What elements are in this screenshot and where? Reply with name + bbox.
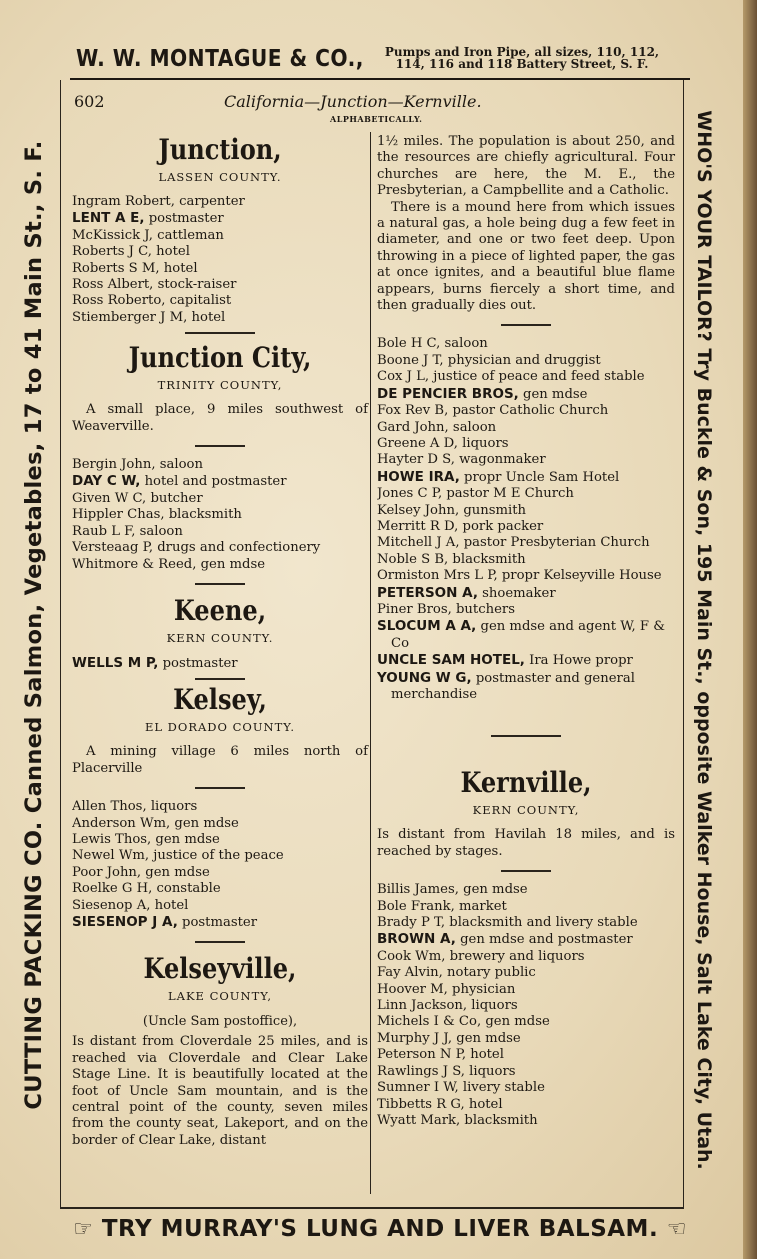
entry-bold-name: DE PENCIER BROS, (377, 385, 519, 402)
page-title: California—Junction—Kernville. (224, 92, 482, 111)
entry-text: Bole H C, saloon (377, 336, 488, 352)
county-label: LASSEN COUNTY. (158, 170, 282, 184)
entry-text: Peterson N P, hotel (377, 1047, 504, 1063)
entry-text: Fox Rev B, pastor Catholic Church (377, 403, 609, 419)
entry-bold-name: HOWE IRA, (377, 468, 460, 485)
entry-text: gen mdse and agent W, F & Co (391, 619, 665, 651)
directory-entry (377, 618, 675, 652)
entry-text: postmaster (177, 914, 258, 930)
directory-entry (377, 1113, 675, 1129)
section-divider (195, 583, 245, 585)
directory-entry (72, 816, 368, 832)
directory-entry (72, 557, 368, 573)
entry-text: Wyatt Mark, blacksmith (377, 1112, 538, 1128)
town-description: A mining village 6 miles north of Placerville (72, 744, 368, 776)
town-heading: Junction City, (128, 341, 312, 375)
directory-entry (377, 1031, 675, 1047)
entry-text: gen mdse and postmaster (455, 932, 633, 948)
section-junction-city (72, 342, 368, 573)
directory-entry (72, 524, 368, 540)
entry-text: hotel and postmaster (140, 474, 287, 490)
entry-text: Jones C P, pastor M E Church (377, 486, 574, 502)
county-label: TRINITY COUNTY, (157, 378, 283, 393)
directory-entry (72, 473, 368, 490)
town-description: A small place, 9 miles southwest of Weaverville. (72, 402, 368, 434)
entry-text: Gard John, saloon (377, 419, 497, 435)
running-header (74, 92, 674, 124)
directory-entry (72, 244, 368, 260)
entry-text: Mitchell J A, pastor Presbyterian Church (377, 535, 650, 551)
entry-text: Brady P T, blacksmith and livery stable (377, 915, 638, 931)
left-column (72, 134, 368, 1149)
section-divider (491, 735, 561, 737)
entry-text: Hippler Chas, blacksmith (72, 507, 242, 523)
entry-text: Stiemberger J M, hotel (72, 309, 226, 325)
entry-list (72, 194, 368, 326)
left-ad-text: CUTTING PACKING CO. Canned Salmon, Vegetables, 17 to 41 Main St., S. F. (21, 140, 47, 1110)
section-divider (195, 787, 245, 789)
town-heading: Kelseyville, (143, 952, 297, 986)
directory-entry (72, 914, 368, 931)
entry-text: Noble S B, blacksmith (377, 551, 526, 567)
section-divider (185, 332, 255, 334)
entry-bold-name: PETERSON A, (377, 584, 478, 601)
directory-entry (377, 469, 675, 486)
directory-entry (72, 881, 368, 897)
county-label: LAKE COUNTY, (168, 989, 272, 1004)
entry-text: Murphy J J, gen mdse (377, 1030, 521, 1046)
directory-entry (377, 369, 675, 385)
directory-entry (377, 949, 675, 965)
entry-text: Michels I & Co, gen mdse (377, 1014, 550, 1030)
directory-entry (377, 568, 675, 584)
entry-text: Ormiston Mrs L P, propr Kelseyville House (377, 568, 662, 584)
entry-list (72, 655, 368, 672)
directory-entry (377, 403, 675, 419)
section-divider (501, 870, 551, 872)
town-description-continued: 1½ miles. The population is about 250, and the resources are chiefly agricultural. Four churches are here, the M. E., the Presbyterian, a Campbellite and a Catholic. (377, 134, 675, 199)
page-subtitle: ALPHABETICALLY. (330, 114, 423, 124)
directory-entry (377, 882, 675, 898)
right-side-advertisement (684, 100, 724, 1180)
entry-text: Rawlings J S, liquors (377, 1063, 516, 1079)
directory-entry (377, 452, 675, 468)
directory-entry (72, 457, 368, 473)
directory-entry (72, 310, 368, 326)
frame-right-rule (683, 80, 684, 1208)
section-kelseyville-continued (377, 134, 675, 703)
directory-entry (72, 898, 368, 914)
directory-entry (377, 899, 675, 915)
directory-entry (377, 585, 675, 602)
directory-entry (72, 491, 368, 507)
entry-text: Roberts J C, hotel (72, 244, 190, 260)
entry-text: Merritt R D, pork packer (377, 518, 544, 534)
entry-text: Versteaag P, drugs and confectionery (72, 540, 321, 556)
entry-text: Linn Jackson, liquors (377, 998, 518, 1014)
directory-entry (72, 228, 368, 244)
town-description-gas: There is a mound here from which issues a natural gas, a hole being dug a few feet in diameter, and one or two feet deep. Upon throwing in a piece of lighted paper, the gas at once ignites, and a beautiful blue flame appears, burns fiercely a short time, and then gradually dies out. (377, 199, 675, 314)
directory-entry (72, 832, 368, 848)
book-spine (743, 0, 757, 1259)
entry-text: Given W C, butcher (72, 490, 203, 506)
directory-entry (72, 194, 368, 210)
page-number: 602 (74, 92, 105, 111)
entry-text: Bergin John, saloon (72, 457, 203, 473)
entry-text: shoemaker (477, 585, 556, 601)
directory-entry (72, 799, 368, 815)
entry-text: Billis James, gen mdse (377, 882, 528, 898)
entry-text: Ross Albert, stock-raiser (72, 277, 237, 293)
pointing-hand-left-icon: ☜ (666, 1217, 687, 1242)
entry-text: Sumner I W, livery stable (377, 1080, 545, 1096)
directory-entry (377, 353, 675, 369)
town-description: Is distant from Havilah 18 miles, and is reached by stages. (377, 827, 675, 859)
entry-text: propr Uncle Sam Hotel (459, 469, 620, 485)
entry-text: Anderson Wm, gen mdse (72, 815, 239, 831)
directory-entry (377, 386, 675, 403)
left-side-advertisement (14, 60, 54, 1190)
section-kelseyville (72, 953, 368, 1149)
entry-text: Siesenop A, hotel (72, 897, 189, 913)
entry-text: Cook Wm, brewery and liquors (377, 948, 585, 964)
entry-text: Cox J L, justice of peace and feed stable (377, 369, 645, 385)
directory-entry (377, 998, 675, 1014)
county-label: KERN COUNTY, (472, 803, 580, 818)
right-column (377, 134, 675, 1129)
entry-text: Newel Wm, justice of the peace (72, 848, 284, 864)
directory-entry (377, 336, 675, 352)
directory-entry (72, 540, 368, 556)
section-kernville (377, 767, 675, 1129)
entry-text: Bole Frank, market (377, 898, 507, 914)
top-ad-line-1: Pumps and Iron Pipe, all sizes, 110, 112, (384, 45, 660, 59)
directory-entry (377, 1014, 675, 1030)
top-ad-details (342, 46, 702, 70)
entry-text: Ira Howe propr (524, 653, 633, 669)
top-advertisement (70, 44, 690, 80)
entry-text: Roberts S M, hotel (72, 260, 198, 276)
entry-text: postmaster (158, 655, 238, 671)
entry-bold-name: UNCLE SAM HOTEL, (377, 652, 525, 669)
section-junction (72, 134, 368, 326)
frame-left-rule (60, 80, 61, 1208)
entry-bold-name: BROWN A, (377, 931, 456, 948)
directory-entry (377, 552, 675, 568)
entry-text: Greene A D, liquors (377, 435, 509, 451)
entry-bold-name: SIESENOP J A, (72, 913, 178, 930)
entry-text: Lewis Thos, gen mdse (72, 831, 220, 847)
right-ad-text: WHO'S YOUR TAILOR? Try Buckle & Son, 195 Main St., opposite Walker House, Salt Lake City, Utah. (693, 110, 715, 1170)
entry-list (72, 457, 368, 573)
entry-text: Hayter D S, wagonmaker (377, 452, 546, 468)
entry-text: Piner Bros, butchers (377, 601, 515, 617)
top-ad-company: W. W. MONTAGUE & CO., (76, 46, 364, 72)
directory-entry (377, 486, 675, 502)
directory-entry (377, 965, 675, 981)
directory-entry (377, 931, 675, 948)
directory-entry (377, 1097, 675, 1113)
frame-bottom-rule (60, 1207, 684, 1209)
section-divider (195, 445, 245, 447)
directory-entry (72, 865, 368, 881)
section-divider (195, 941, 245, 943)
town-heading: Junction, (158, 133, 282, 166)
entry-text: Tibbetts R G, hotel (377, 1096, 503, 1112)
county-label: KERN COUNTY. (166, 630, 274, 645)
directory-entry (72, 848, 368, 864)
entry-text: postmaster and general merchandise (391, 670, 635, 702)
bottom-ad-text: TRY MURRAY'S LUNG AND LIVER BALSAM. (101, 1216, 659, 1242)
entry-list (377, 336, 675, 703)
directory-entry (377, 602, 675, 618)
entry-text: Roelke G H, constable (72, 881, 221, 897)
directory-entry (377, 503, 675, 519)
directory-entry (377, 982, 675, 998)
town-description: Is distant from Cloverdale 25 miles, and is reached via Cloverdale and Clear Lake Stage Line. It is beautifully located at the foot of Uncle Sam mountain, and is the central point of the county, seven miles from the county seat, Lakeport, and on the border of Clear Lake, distant (72, 1034, 368, 1148)
entry-text: Kelsey John, gunsmith (377, 502, 527, 518)
top-ad-line-2: 114, 116 and 118 Battery Street, S. F. (395, 57, 649, 71)
entry-list (72, 799, 368, 931)
directory-entry (377, 652, 675, 669)
directory-entry (377, 420, 675, 436)
directory-entry (72, 507, 368, 523)
section-divider (501, 324, 551, 326)
town-heading: Kelsey, (173, 683, 267, 717)
directory-entry (377, 915, 675, 931)
directory-entry (377, 1080, 675, 1096)
directory-entry (72, 655, 368, 672)
town-heading: Keene, (173, 593, 267, 627)
directory-entry (72, 293, 368, 309)
directory-entry (377, 519, 675, 535)
entry-text: Whitmore & Reed, gen mdse (72, 556, 266, 572)
entry-text: Fay Alvin, notary public (377, 965, 536, 981)
directory-entry (377, 436, 675, 452)
county-label: EL DORADO COUNTY. (144, 720, 296, 735)
section-kelsey (72, 684, 368, 931)
pointing-hand-right-icon: ☞ (73, 1217, 94, 1242)
entry-bold-name: SLOCUM A A, (377, 618, 477, 635)
entry-bold-name: WELLS M P, (72, 654, 159, 671)
directory-entry (377, 1047, 675, 1063)
section-divider (195, 678, 245, 680)
directory-entry (72, 210, 368, 227)
directory-entry (72, 277, 368, 293)
column-divider (370, 132, 371, 1194)
section-keene (72, 595, 368, 672)
directory-entry (377, 1064, 675, 1080)
entry-text: Allen Thos, liquors (72, 799, 198, 815)
town-note: (Uncle Sam postoffice), (142, 1014, 298, 1030)
directory-entry (377, 670, 675, 704)
directory-entry (72, 261, 368, 277)
entry-text: postmaster (144, 211, 224, 227)
directory-entry (377, 535, 675, 551)
entry-bold-name: LENT A E, (72, 210, 145, 227)
entry-bold-name: DAY C W, (72, 473, 141, 490)
bottom-advertisement (70, 1216, 690, 1246)
entry-text: Boone J T, physician and druggist (377, 352, 601, 368)
entry-text: Ross Roberto, capitalist (72, 293, 232, 309)
entry-text: Raub L F, saloon (72, 523, 183, 539)
town-heading: Kernville, (460, 766, 592, 800)
entry-text: Hoover M, physician (377, 981, 516, 997)
entry-list (377, 882, 675, 1129)
entry-text: Ingram Robert, carpenter (72, 194, 245, 209)
entry-text: McKissick J, cattleman (72, 227, 224, 243)
entry-text: Poor John, gen mdse (72, 864, 210, 880)
entry-bold-name: YOUNG W G, (377, 669, 472, 686)
entry-text: gen mdse (518, 386, 588, 402)
